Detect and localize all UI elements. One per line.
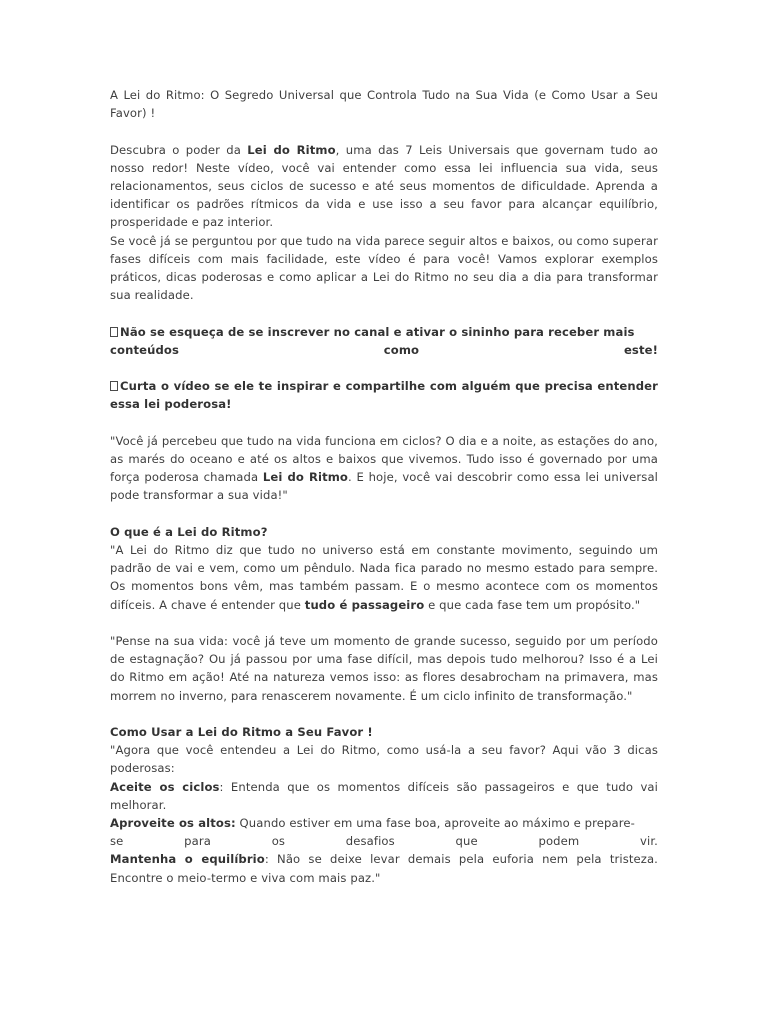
stretched-word: como (383, 342, 420, 357)
missing-glyph-icon (110, 381, 118, 391)
intro-p1-post: , uma das 7 Leis Universais que governam tudo ao nosso redor! Neste vídeo, você vai entender como essa lei influencia sua vida, seus relacionamentos, seus ciclos de sucesso e até seus momentos de dificuldade. Aprenda a identificar os padrões rítmicos da vida e use isso a seu favor para alcançar equilíbrio, prosperidade e paz interior. (110, 142, 658, 230)
quote-cycles-pre: "Você já percebeu que tudo na vida funciona em ciclos? O dia e a noite, as estações do ano, as marés do oceano e até os altos e baixos que vivemos. Tudo isso é governado por uma força poderosa chamada (110, 433, 658, 485)
document-body (110, 86, 658, 887)
tip2-stretched-line (110, 832, 658, 850)
what-is-paragraph (110, 541, 658, 614)
spacer (110, 505, 658, 523)
missing-glyph-icon (110, 327, 118, 337)
spacer (110, 359, 658, 377)
tip3-text: : Não se deixe levar demais pela euforia nem pela tristeza. Encontre o meio-termo e viva com mais paz." (110, 852, 658, 885)
quote-cycles-post: . E hoje, você vai descobrir como essa lei universal pode transformar a sua vida!" (110, 470, 658, 503)
stretched-word: para (184, 834, 211, 849)
intro-paragraph-1 (110, 141, 658, 232)
heading-how-to-use: Como Usar a Lei do Ritmo a Seu Favor ! (110, 725, 373, 739)
spacer (110, 122, 658, 140)
stretched-word: que (455, 834, 478, 849)
stretched-line (110, 832, 658, 850)
document-title: A Lei do Ritmo: O Segredo Universal que Controla Tudo na Sua Vida (e Como Usar a Seu Favor) ! (110, 88, 658, 121)
spacer (110, 304, 658, 322)
spacer (110, 414, 658, 432)
intro-p1-pre: Descubra o poder da (110, 142, 248, 157)
stretched-word: desafios (345, 834, 395, 849)
how-to-intro: "Agora que você entendeu a Lei do Ritmo, como usá-la a seu favor? Aqui vão 3 dicas poderosas: (110, 743, 658, 776)
what-is-bold-term: tudo é passageiro (304, 597, 425, 612)
stretched-word: conteúdos (110, 342, 179, 357)
tip-accept-cycles (110, 778, 658, 814)
cta-subscribe-line1: Não se esqueça de se inscrever no canal e ativar o sininho para receber mais (120, 324, 635, 339)
intro-paragraph-2: Se você já se perguntou por que tudo na vida parece seguir altos e baixos, ou como superar fases difíceis com mais facilidade, este vídeo é para você! Vamos explorar exemplos práticos, dicas poderosas e como aplicar a Lei do Ritmo no seu dia a dia para transformar sua realidade. (110, 233, 658, 303)
what-is-pre: "A Lei do Ritmo diz que tudo no universo está em constante movimento, seguindo um padrão de vai e vem, como um pêndulo. Nada fica parado no mesmo estado para sempre. Os momentos bons vêm, mas também passam. E o mesmo acontece com os momentos difíceis. A chave é entender que (110, 543, 658, 612)
intro-p1-bold-term: Lei do Ritmo (247, 142, 336, 157)
cta-subscribe-line2 (110, 341, 658, 359)
stretched-word: se (110, 834, 124, 849)
tip-enjoy-highs (110, 814, 658, 832)
tip2-label: Aproveite os altos: (110, 816, 236, 831)
quote-cycles-bold-term: Lei do Ritmo (262, 470, 349, 485)
stretched-word: podem (538, 834, 580, 849)
what-is-post: e que cada fase tem um propósito." (424, 597, 641, 612)
stretched-line (110, 341, 658, 359)
cta-like (110, 377, 658, 413)
heading-what-is-law: O que é a Lei do Ritmo? (110, 524, 268, 539)
tip3-label: Mantenha o equilíbrio (110, 852, 265, 867)
quote-think-about-life: "Pense na sua vida: você já teve um momento de grande sucesso, seguido por um período de estagnação? Ou já passou por uma fase difícil, mas depois tudo melhorou? Isso é a Lei do Ritmo em ação! Até na natureza vemos isso: as flores desabrocham na primavera, mas morrem no inverno, para renascerem novamente. É um ciclo infinito de transformação." (110, 634, 658, 703)
tip1-label: Aceite os ciclos (110, 779, 220, 794)
cta-subscribe (110, 323, 658, 341)
tip-keep-balance (110, 850, 658, 886)
spacer (110, 705, 658, 723)
cta-like-text: Curta o vídeo se ele te inspirar e compartilhe com alguém que precisa entender essa lei poderosa! (110, 379, 658, 412)
stretched-word: os (271, 834, 286, 849)
stretched-word: este! (623, 342, 658, 357)
tip1-text: : Entenda que os momentos difíceis são passageiros e que tudo vai melhorar. (110, 779, 658, 812)
stretched-word: vir. (640, 834, 658, 849)
spacer (110, 614, 658, 632)
tip2-text: Quando estiver em uma fase boa, aproveite ao máximo e prepare- (235, 816, 635, 831)
quote-cycles (110, 432, 658, 505)
